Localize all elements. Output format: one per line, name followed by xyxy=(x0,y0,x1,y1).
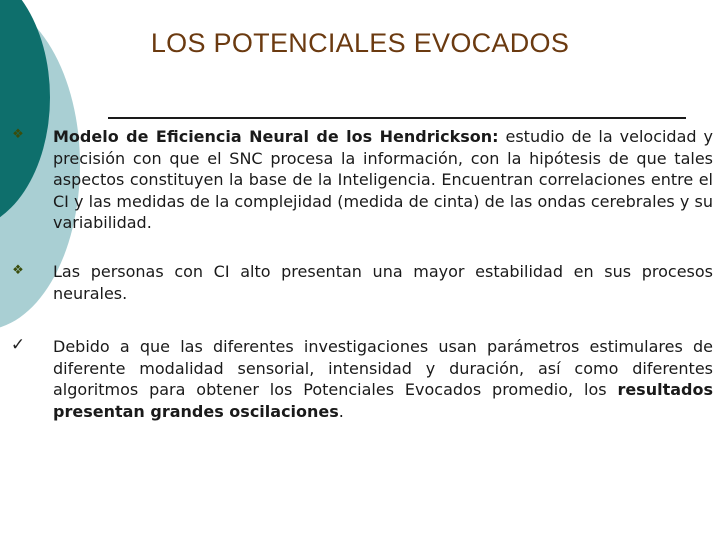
bullet-text: Debido a que las diferentes investigaciones usan parámetros estimulares de diferente modalidad sensorial, intensidad y duración, así como diferentes algoritmos para obtener los Potenciales Evocados promedio, los xyxy=(53,337,713,399)
bullet-bold-text: resultados presentan grandes oscilaciones xyxy=(53,380,713,421)
bullet-paragraph-stability xyxy=(53,261,713,304)
checkmark-bullet-icon: ✓ xyxy=(10,335,26,355)
diamond-bullet-icon: ❖ xyxy=(12,127,24,142)
bullet-text-end: . xyxy=(338,401,344,421)
slide-title: LOS POTENCIALES EVOCADOS xyxy=(150,28,570,58)
bullet-bold-lead: Modelo de Eficiencia Neural de los Hendrickson: xyxy=(53,127,499,146)
bullet-text: estudio de la velocidad y precisión con que el SNC procesa la información, con la hipótesis de que tales aspectos constituyen la base de la Inteligencia. Encuentran correlaciones entre el CI y las medidas de la complejidad (medida de cinta) de las ondas cerebrales y su variabilidad. xyxy=(53,127,713,232)
bullet-paragraph-hendrickson xyxy=(53,126,713,234)
diamond-bullet-icon: ❖ xyxy=(12,263,24,278)
title-underline xyxy=(108,117,686,119)
bullet-paragraph-oscillations xyxy=(53,336,713,422)
bullet-text: Las personas con CI alto presentan una mayor estabilidad en sus procesos neurales. xyxy=(53,262,713,303)
